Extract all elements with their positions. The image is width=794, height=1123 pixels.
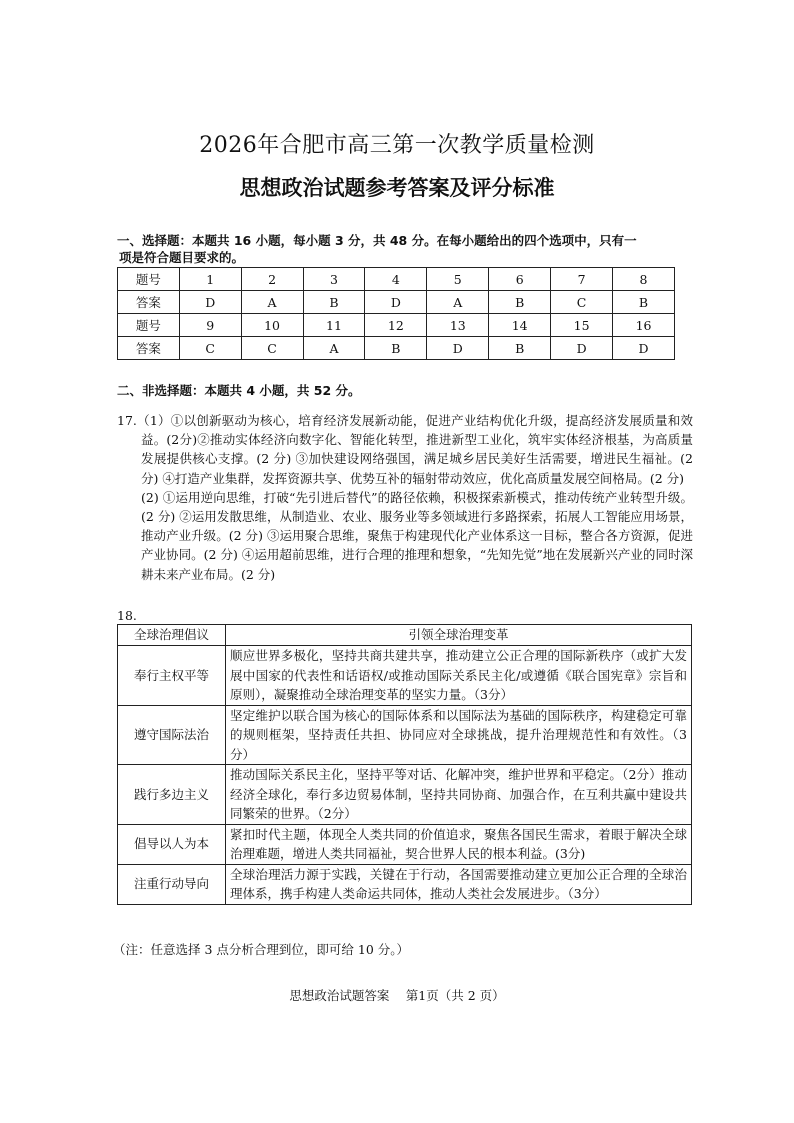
q17-part2: (2) ①运用逆向思维，打破“先引进后替代”的路径依赖，积极探索新模式，推动传统产业转型升级。(2 分) ②运用发散思维，从制造业、农业、服务业等多领域进行多路探索，拓展人工智能应用场景，推动产业升级。(2 分) ③运用聚合思维，聚焦于构建现代化产业体系这一目标，整合各方资源，促进产业协同。(2 分) ④运用超前思维，进行合理的推理和想象，“先知先觉”地在发展新兴产业的同时深耕未来产业布局。(2 分): [141, 489, 693, 582]
answer-table-cell: 7: [551, 268, 613, 291]
section1-heading-line1: 一、选择题：本题共 16 小题，每小题 3 分，共 48 分。在每小题给出的四个选项中，只有一: [117, 233, 637, 248]
answer-table-cell: 2: [241, 268, 303, 291]
answer-table-cell: 16: [613, 314, 675, 337]
answer-table-cell: 12: [365, 314, 427, 337]
answer-table-row-label: 答案: [118, 291, 180, 314]
answer-table-cell: D: [551, 337, 613, 360]
governance-row-label: 注重行动导向: [118, 864, 226, 904]
q17-part1: 17.（1）①以创新驱动为核心，培育经济发展新动能，促进产业结构优化升级，提高经济发展质量和效益。(2分)②推动实体经济向数字化、智能化转型，推进新型工业化，筑牢实体经济根基，为高质量发展提供核心支撑。(2 分) ③加快建设网络强国，满足城乡居民美好生活需要，增进民生福祉。(2 分) ④打造产业集群，发挥资源共享、优势互补的辐射带动效应，优化高质量发展空间格局。(2 分): [117, 413, 693, 486]
answer-table-cell: 4: [365, 268, 427, 291]
answer-table-cell: D: [427, 337, 489, 360]
answer-table-row-label: 题号: [118, 268, 180, 291]
governance-row-label: 践行多边主义: [118, 765, 226, 825]
answer-table-cell: 5: [427, 268, 489, 291]
governance-header-right: 引领全球治理变革: [226, 625, 692, 646]
question-18-number: 18.: [117, 608, 137, 623]
governance-row: [118, 824, 692, 864]
governance-row-label: 遵守国际法治: [118, 705, 226, 765]
answer-table-cell: A: [241, 291, 303, 314]
governance-row: [118, 705, 692, 765]
governance-row: [118, 765, 692, 825]
governance-row: [118, 864, 692, 904]
answer-table-cell: A: [427, 291, 489, 314]
question-17: [117, 411, 693, 584]
answer-table-row-label: 答案: [118, 337, 180, 360]
answer-table-cell: C: [179, 337, 241, 360]
document-title: 2026年合肥市高三第一次教学质量检测: [199, 133, 595, 158]
answer-table-cell: 10: [241, 314, 303, 337]
governance-row-text: 坚定维护以联合国为核心的国际体系和以国际法为基础的国际秩序，构建稳定可靠的规则框架，坚持责任共担、协同应对全球挑战，提升治理规范性和有效性。（3分）: [226, 705, 692, 765]
governance-row-label: 奉行主权平等: [118, 646, 226, 706]
answer-table-row: [118, 337, 675, 360]
answer-table-cell: 1: [179, 268, 241, 291]
document-subtitle: 思想政治试题参考答案及评分标准: [239, 176, 555, 200]
answer-table-cell: 3: [303, 268, 365, 291]
answer-table-cell: B: [365, 337, 427, 360]
answer-table-row: [118, 314, 675, 337]
answer-table-cell: 9: [179, 314, 241, 337]
governance-row-text: 推动国际关系民主化，坚持平等对话、化解冲突，维护世界和平稳定。（2分）推动经济全球化，奉行多边贸易体制，坚持共同协商、加强合作，在互利共赢中建设共同繁荣的世界。（2分）: [226, 765, 692, 825]
answer-table-cell: D: [365, 291, 427, 314]
answer-table-cell: B: [489, 337, 551, 360]
answer-table-row-label: 题号: [118, 314, 180, 337]
page-footer: 思想政治试题答案 第1页（共 2 页）: [289, 988, 505, 1003]
answer-table-row: [118, 291, 675, 314]
answer-table-cell: 14: [489, 314, 551, 337]
answer-table-cell: 6: [489, 268, 551, 291]
governance-row-label: 倡导以人为本: [118, 824, 226, 864]
answer-table: [117, 267, 675, 360]
answer-table-cell: D: [179, 291, 241, 314]
answer-table-cell: B: [489, 291, 551, 314]
answer-table-cell: B: [613, 291, 675, 314]
answer-table-cell: D: [613, 337, 675, 360]
answer-table-cell: C: [241, 337, 303, 360]
governance-table: [117, 624, 692, 905]
answer-table-row: [118, 268, 675, 291]
answer-table-cell: 15: [551, 314, 613, 337]
governance-row: [118, 646, 692, 706]
section1-heading-line2: 项是符合题目要求的。: [119, 250, 245, 265]
governance-row-text: 紧扣时代主题，体现全人类共同的价值追求，聚焦各国民生需求，着眼于解决全球治理难题，增进人类共同福祉，契合世界人民的根本利益。(3分): [226, 824, 692, 864]
governance-header-left: 全球治理倡议: [118, 625, 226, 646]
answer-table-cell: C: [551, 291, 613, 314]
scoring-note: （注：任意选择 3 点分析合理到位，即可给 10 分。）: [113, 942, 410, 957]
answer-table-cell: 8: [613, 268, 675, 291]
answer-table-cell: 11: [303, 314, 365, 337]
governance-header-row: [118, 625, 692, 646]
answer-table-cell: B: [303, 291, 365, 314]
governance-row-text: 全球治理活力源于实践，关键在于行动，各国需要推动建立更加公正合理的全球治理体系，携手构建人类命运共同体，推动人类社会发展进步。（3分）: [226, 864, 692, 904]
answer-table-cell: 13: [427, 314, 489, 337]
section1-heading: [117, 232, 692, 266]
section2-heading: 二、非选择题：本题共 4 小题，共 52 分。: [117, 383, 361, 398]
governance-row-text: 顺应世界多极化，坚持共商共建共享，推动建立公正合理的国际新秩序（或扩大发展中国家的代表性和话语权/或推动国际关系民主化/或遵循《联合国宪章》宗旨和原则），凝聚推动全球治理变革的坚实力量。（3分）: [226, 646, 692, 706]
answer-table-cell: A: [303, 337, 365, 360]
